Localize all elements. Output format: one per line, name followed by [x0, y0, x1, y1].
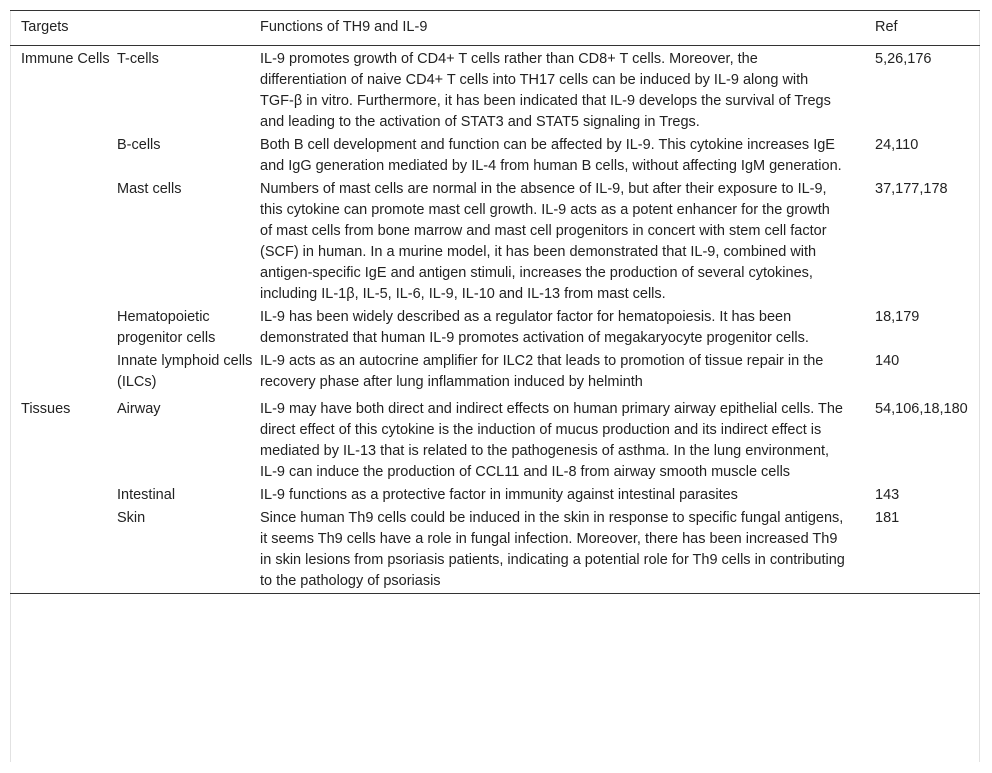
ref-cell: 140: [875, 353, 900, 369]
function-cell: Numbers of mast cells are normal in the absence of IL-9, but after their exposure to IL-9, this cytokine can promote mast cell growth. IL-9 acts as a potent enhancer for the growth of mast cells from bone marrow and mast cell progenitors in concert with stem cell factor (SCF) in human. In a murine model, it has been demonstrated that IL-9, combined with antigen-specific IgE and antigen stimuli, increases the production of several cytokines, including IL-1β, IL-5, IL-6, IL-9, IL-10 and IL-13 from mast cells.: [260, 181, 830, 302]
target-cell: T-cells: [117, 51, 159, 67]
table-row: [10, 178, 980, 306]
ref-cell: 143: [875, 487, 900, 503]
category-cell: [10, 134, 117, 178]
target-cell: Intestinal: [117, 487, 176, 503]
function-cell: IL-9 has been widely described as a regulator factor for hematopoiesis. It has been demonstrated that human IL-9 promotes activation of megakaryocyte progenitor cells.: [260, 309, 809, 346]
table-row: [10, 350, 980, 394]
category-cell: [10, 350, 117, 394]
function-cell: IL-9 promotes growth of CD4+ T cells rather than CD8+ T cells. Moreover, the differentiation of naive CD4+ T cells into TH17 cells can be induced by IL-9 along with TGF-β in vitro. Furthermore, it has been indicated that IL-9 develops the survival of Tregs and leading to the activation of STAT3 and STAT5 signaling in Tregs.: [260, 51, 831, 130]
function-cell: IL-9 acts as an autocrine amplifier for ILC2 that leads to promotion of tissue repair in the recovery phase after lung inflammation induced by helminth: [260, 353, 824, 390]
table-row: [10, 46, 980, 135]
table-row: [10, 507, 980, 594]
header-ref: Ref: [875, 19, 898, 35]
ref-cell: 18,179: [875, 309, 920, 325]
ref-cell: 5,26,176: [875, 51, 932, 67]
category-cell: Tissues: [21, 401, 71, 417]
header-targets: Targets: [21, 19, 69, 35]
target-cell: Hematopoietic progenitor cells: [117, 309, 216, 346]
function-cell: Since human Th9 cells could be induced in the skin in response to specific fungal antigens, it seems Th9 cells have a role in fungal infection. Moreover, there has been increased Th9 in skin lesions from psoriasis patients, indicating a potential role for Th9 cells in contributing to the pathology of psoriasis: [260, 510, 845, 589]
target-cell: Skin: [117, 510, 146, 526]
category-cell: [10, 484, 117, 507]
ref-cell: 24,110: [875, 137, 919, 153]
category-cell: [10, 178, 117, 306]
category-cell: [10, 507, 117, 594]
ref-cell: 181: [875, 510, 900, 526]
table-row: [10, 306, 980, 350]
ref-cell: 37,177,178: [875, 181, 948, 197]
function-cell: Both B cell development and function can be affected by IL-9. This cytokine increases IgE and IgG generation mediated by IL-4 from human B cells, without affecting IgM generation.: [260, 137, 842, 174]
header-functions: Functions of TH9 and IL-9: [260, 19, 428, 35]
table-row: [10, 484, 980, 507]
table-row: [10, 134, 980, 178]
table-header-row: [10, 11, 980, 46]
function-cell: IL-9 functions as a protective factor in immunity against intestinal parasites: [260, 487, 738, 503]
target-cell: B-cells: [117, 137, 161, 153]
target-cell: Airway: [117, 401, 161, 417]
data-table: [10, 10, 980, 594]
category-cell: [10, 306, 117, 350]
table-row: [10, 394, 980, 484]
ref-cell: 54,106,18,180: [875, 401, 968, 417]
category-cell: Immune Cells: [21, 51, 110, 67]
function-cell: IL-9 may have both direct and indirect effects on human primary airway epithelial cells. The direct effect of this cytokine is the induction of mucus production and its indirect effect is mediated by IL-13 that is related to the pathogenesis of asthma. In the lung environment, IL-9 can induce the production of CCL11 and IL-8 from airway smooth muscle cells: [260, 401, 843, 480]
target-cell: Mast cells: [117, 181, 182, 197]
target-cell: Innate lymphoid cells (ILCs): [117, 353, 253, 390]
